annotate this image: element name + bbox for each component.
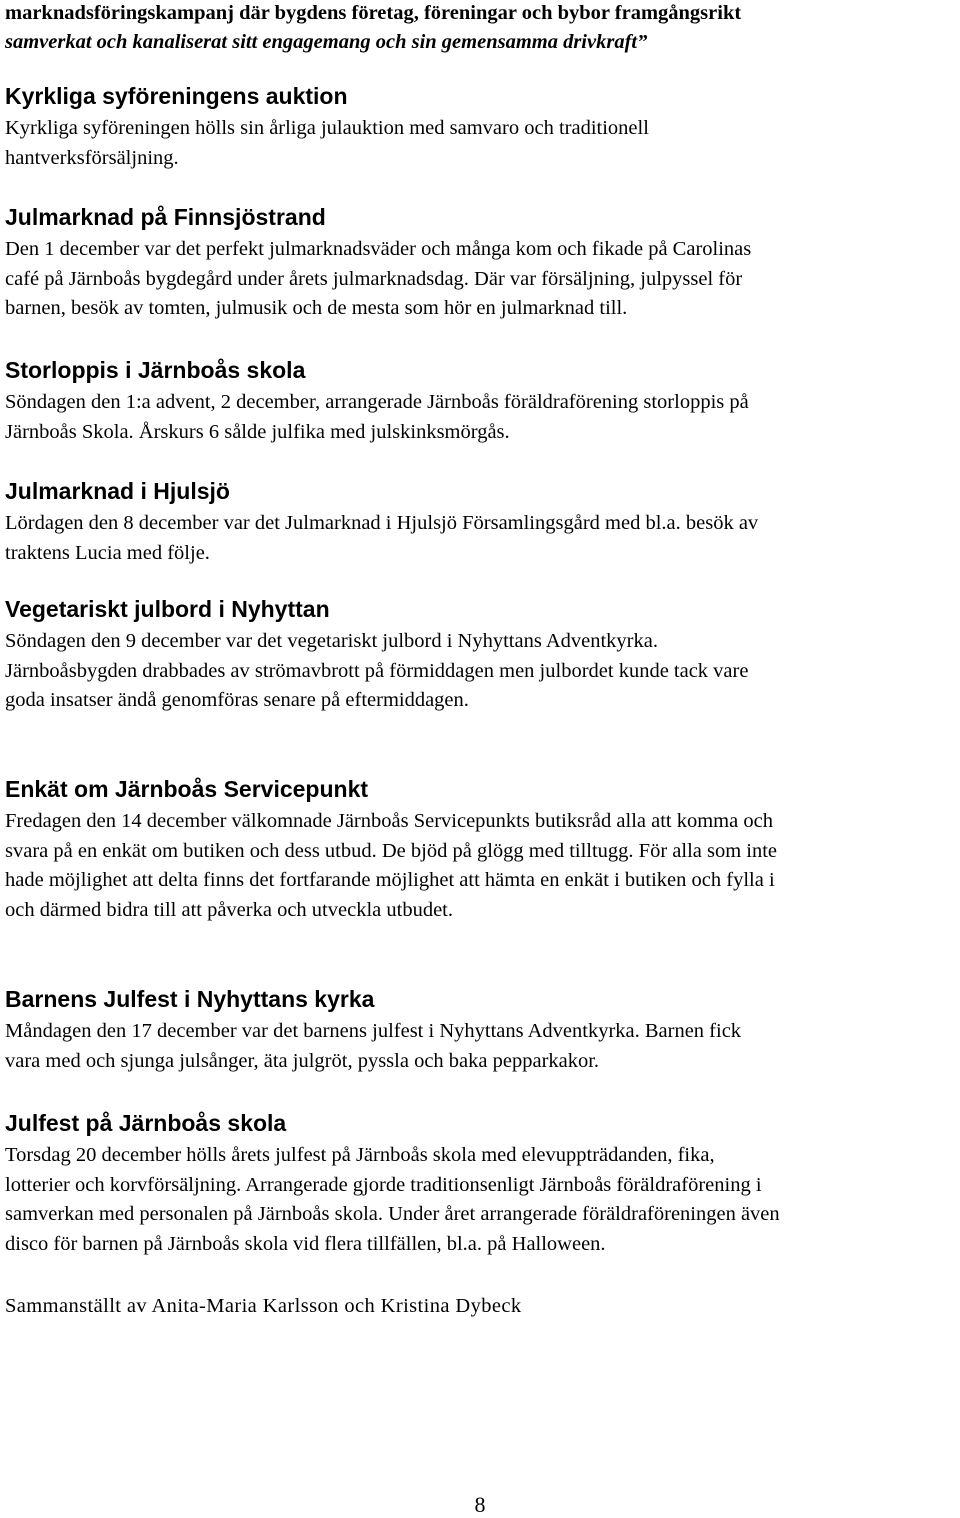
intro-text [5,0,960,57]
section-text-line: och därmed bidra till att påverka och utveckla utbudet. [5,898,453,921]
intro-line-2: samverkat och kanaliserat sitt engagemang och sin gemensamma drivkraft” [5,31,648,53]
section-text-line: svara på en enkät om butiken och dess utbud. De bjöd på glögg med tilltugg. För alla som inte [5,839,778,862]
section-text-line: café på Järnboås bygdegård under årets julmarknadsdag. Där var försäljning, julpyssel för [5,267,743,290]
section-text-line: Söndagen den 9 december var det vegetariskt julbord i Nyhyttans Adventkyrka. [5,630,658,652]
section-text-line: hantverksförsäljning. [5,146,179,169]
section-heading: Vegetariskt julbord i Nyhyttan [5,596,330,622]
section-text-line: Den 1 december var det perfekt julmarknadsväder och många kom och fikade på Carolinas [5,238,752,260]
section-text-line: Fredagen den 14 december välkomnade Järnboås Servicepunkts butiksråd alla att komma och [5,810,773,832]
section-heading: Julmarknad i Hjulsjö [5,478,230,504]
section-text-line: Torsdag 20 december hölls årets julfest på Järnboås skola med elevuppträdanden, fika, [5,1144,715,1166]
section-heading: Storloppis i Järnboås skola [5,357,306,383]
page-number: 8 [474,1492,486,1517]
section-heading: Julfest på Järnboås skola [5,1110,287,1136]
section-text-line: traktens Lucia med följe. [5,541,210,564]
section-text-line: Söndagen den 1:a advent, 2 december, arrangerade Järnboås föräldraförening storloppis på [5,391,749,413]
section-text-line: goda insatser ändå genomföras senare på eftermiddagen. [5,689,469,711]
section-julfest-jarnboas-skola [5,1109,960,1259]
section-text-line: samverkan med personalen på Järnboås skola. Under året arrangerade föräldraföreningen även [5,1203,780,1225]
section-julmarknad-hjulsjo [5,477,960,568]
section-text-line: Järnboås Skola. Årskurs 6 sålde julfika med julskinksmörgås. [5,420,510,443]
section-kyrkliga-syforeningens-auktion [5,82,960,173]
section-heading: Barnens Julfest i Nyhyttans kyrka [5,986,375,1012]
section-vegetariskt-julbord [5,595,960,716]
section-text-line: Lördagen den 8 december var det Julmarknad i Hjulsjö Församlingsgård med bl.a. besök av [5,512,759,534]
section-heading: Julmarknad på Finnsjöstrand [5,204,326,230]
section-text-line: Måndagen den 17 december var det barnens julfest i Nyhyttans Adventkyrka. Barnen fick [5,1020,742,1042]
signature: Sammanställt av Anita-Maria Karlsson och Kristina Dybeck [5,1295,522,1317]
section-julmarknad-finnsjostrand [5,203,960,324]
signature-block [5,1292,960,1321]
section-text-line: hade möjlighet att delta finns det fortfarande möjlighet att hämta en enkät i butiken och fylla i [5,869,775,891]
section-barnens-julfest [5,985,960,1076]
section-text-line: Järnboåsbygden drabbades av strömavbrott på förmiddagen men julbordet kunde tack vare [5,659,749,682]
section-storloppis [5,356,960,447]
section-heading: Enkät om Järnboås Servicepunkt [5,776,369,802]
section-heading: Kyrkliga syföreningens auktion [5,83,348,109]
section-text-line: lotterier och korvförsäljning. Arrangerade gjorde traditionsenligt Järnboås föräldraförening i [5,1173,762,1196]
section-text-line: disco för barnen på Järnboås skola vid flera tillfällen, bl.a. på Halloween. [5,1232,606,1255]
section-text-line: vara med och sjunga julsånger, äta julgröt, pyssla och baka pepparkakor. [5,1049,600,1072]
section-text-line: barnen, besök av tomten, julmusik och de mesta som hör en julmarknad till. [5,297,628,319]
section-enkat-servicepunkt [5,775,960,925]
intro-line-1: marknadsföringskampanj där bygdens företag, föreningar och bybor framgångsrikt [5,2,742,24]
section-text-line: Kyrkliga syföreningen hölls sin årliga julauktion med samvaro och traditionell [5,117,649,139]
